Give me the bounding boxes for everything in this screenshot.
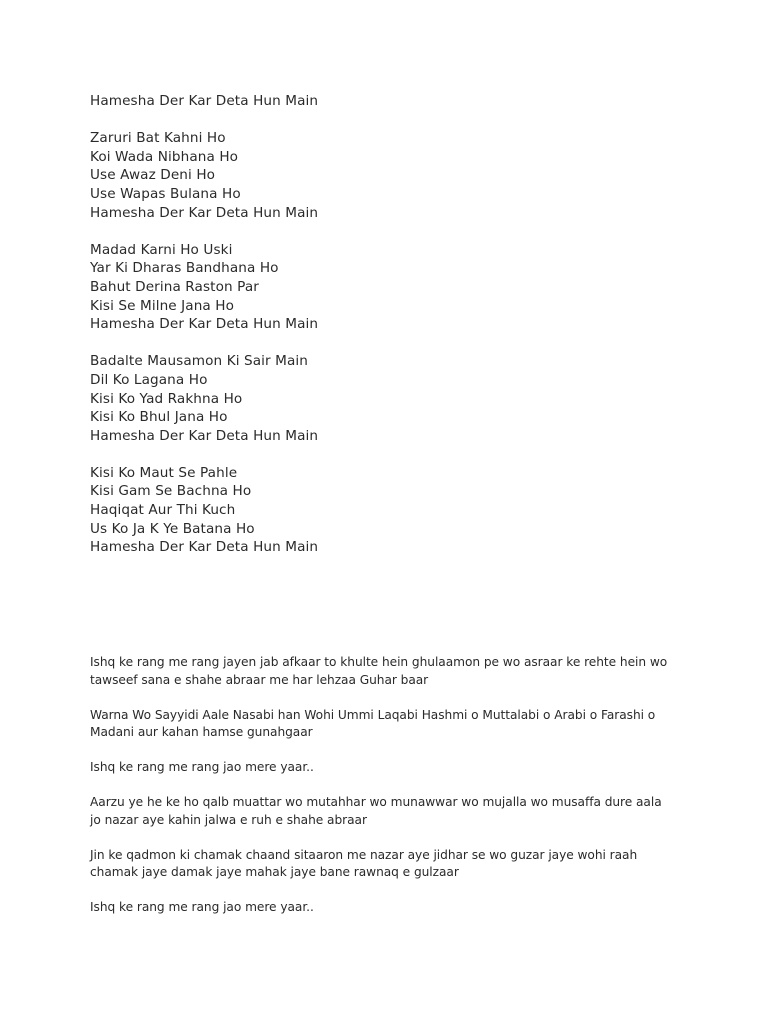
poem-line: Hamesha Der Kar Deta Hun Main — [90, 427, 319, 444]
prose-paragraph: Warna Wo Sayyidi Aale Nasabi han Wohi Ummi Laqabi Hashmi o Muttalabi o Arabi o Farashi o Madani aur kahan hamse gunahgaar — [90, 707, 656, 739]
prose-paragraph: Aarzu ye he ke ho qalb muattar wo mutahhar wo munawwar wo mujalla wo musaffa dure aala jo nazar aye kahin jalwa e ruh e shahe abraar — [90, 795, 662, 827]
poem-line: Use Awaz Deni Ho — [90, 167, 216, 184]
prose-section — [90, 654, 675, 934]
poem-line: Zaruri Bat Kahni Ho — [90, 130, 226, 147]
poem-line: Kisi Gam Se Bachna Ho — [90, 483, 252, 500]
poem-line: Kisi Ko Bhul Jana Ho — [90, 409, 228, 426]
prose-paragraph: Ishq ke rang me rang jao mere yaar.. — [90, 900, 314, 914]
poem-line: Haqiqat Aur Thi Kuch — [90, 502, 236, 519]
poem-stanza — [90, 464, 690, 557]
poem-line: Kisi Ko Maut Se Pahle — [90, 464, 238, 481]
poem-stanza — [90, 352, 690, 445]
poem-line: Bahut Derina Raston Par — [90, 278, 259, 295]
prose-paragraph: Ishq ke rang me rang jayen jab afkaar to khulte hein ghulaamon pe wo asraar ke rehte hein wo tawseef sana e shahe abraar me har lehzaa Guhar baar — [90, 655, 668, 687]
prose-paragraph: Jin ke qadmon ki chamak chaand sitaaron me nazar aye jidhar se wo guzar jaye wohi raah chamak jaye damak jaye mahak jaye bane rawnaq e gulzaar — [90, 847, 638, 879]
poem-line: Kisi Se Milne Jana Ho — [90, 297, 235, 314]
poem-stanza — [90, 129, 690, 222]
prose-paragraph: Ishq ke rang me rang jao mere yaar.. — [90, 760, 314, 774]
poem-section — [90, 92, 690, 575]
poem-line: Dil Ko Lagana Ho — [90, 371, 208, 388]
poem-line: Madad Karni Ho Uski — [90, 241, 233, 258]
poem-line: Us Ko Ja K Ye Batana Ho — [90, 520, 255, 537]
poem-line: Badalte Mausamon Ki Sair Main — [90, 353, 308, 370]
poem-line: Hamesha Der Kar Deta Hun Main — [90, 204, 319, 221]
poem-line: Use Wapas Bulana Ho — [90, 185, 241, 202]
poem-line: Koi Wada Nibhana Ho — [90, 148, 239, 165]
poem-stanza — [90, 241, 690, 334]
poem-line: Yar Ki Dharas Bandhana Ho — [90, 260, 279, 277]
poem-line: Hamesha Der Kar Deta Hun Main — [90, 316, 319, 333]
poem-line: Hamesha Der Kar Deta Hun Main — [90, 539, 319, 556]
poem-line: Kisi Ko Yad Rakhna Ho — [90, 390, 243, 407]
poem-title: Hamesha Der Kar Deta Hun Main — [90, 93, 319, 109]
